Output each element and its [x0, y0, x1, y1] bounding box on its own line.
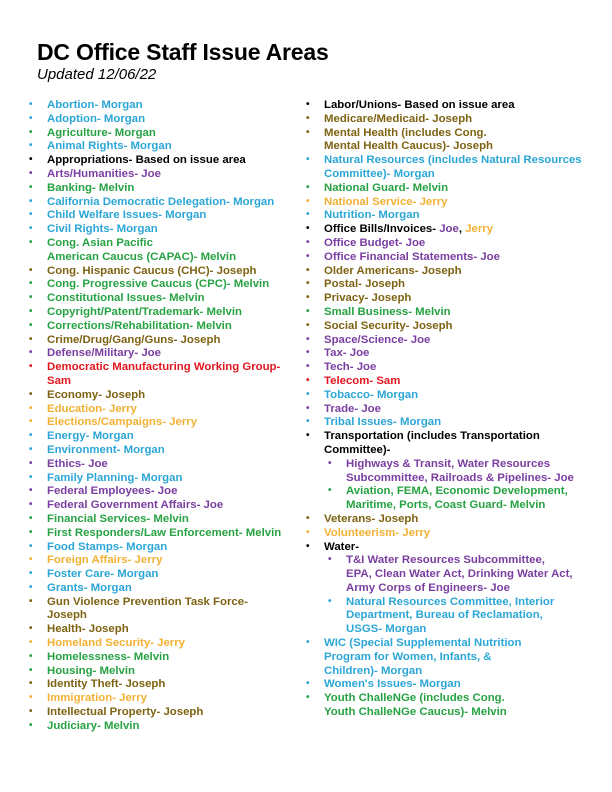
sub-issue-item [306, 485, 606, 499]
issue-text: Homeland Security- Jerry [47, 637, 186, 650]
issue-text: Gun Violence Prevention Task Force- [47, 595, 248, 608]
sub-issue-item [306, 499, 606, 513]
issue-text: National Guard- Melvin [324, 181, 449, 194]
issue-text: Judiciary- Melvin [47, 719, 140, 732]
issue-text: Transportation (includes Transportation [324, 430, 540, 443]
issue-item [29, 527, 304, 541]
issue-item [29, 389, 304, 403]
issue-item [306, 444, 606, 458]
issue-text: Army Corps of Engineers- Joe [346, 581, 510, 594]
issue-item [29, 706, 304, 720]
issue-text: Youth ChalleNGe Caucus)- Melvin [324, 706, 507, 719]
issue-text: Federal Government Affairs- Joe [47, 499, 224, 512]
issue-text: Joseph [47, 609, 87, 622]
issue-text: Homelessness- Melvin [47, 650, 170, 663]
issue-item [29, 292, 304, 306]
issue-text: Environment- Morgan [47, 443, 165, 456]
issue-item [29, 375, 304, 389]
issue-text: Space/Science- Joe [324, 333, 431, 346]
issue-text: Food Stamps- Morgan [47, 540, 168, 553]
issue-text: Tobacco- Morgan [324, 388, 419, 401]
issue-text: Youth ChalleNGe (includes Cong. [324, 692, 505, 705]
issue-item [29, 623, 304, 637]
issue-item [306, 265, 606, 279]
issue-text: Tech- Joe [324, 361, 377, 374]
issue-item [29, 278, 304, 292]
issue-item [306, 209, 606, 223]
issue-text: Constitutional Issues- Melvin [47, 292, 205, 305]
issue-item [29, 430, 304, 444]
sub-issue-item [306, 458, 606, 472]
issue-text: Telecom- Sam [324, 374, 401, 387]
issue-item [29, 568, 304, 582]
issue-text: Cong. Progressive Caucus (CPC)- Melvin [47, 278, 270, 291]
issue-item [306, 651, 606, 665]
issue-item [306, 375, 606, 389]
issue-text: Health- Joseph [47, 623, 129, 636]
issue-item [306, 541, 606, 555]
issue-text: Department, Bureau of Reclamation, [346, 609, 543, 622]
issue-item [29, 127, 304, 141]
issue-text: Democratic Manufacturing Working Group- [47, 361, 281, 374]
issue-text: Animal Rights- Morgan [47, 140, 172, 153]
issue-item [306, 278, 606, 292]
issue-item [306, 430, 606, 444]
issue-text: Office Bills/Invoices- [324, 223, 440, 236]
issue-item [29, 444, 304, 458]
issue-text: Cong. Hispanic Caucus (CHC)- Joseph [47, 264, 257, 277]
issue-text: First Responders/Law Enforcement- Melvin [47, 526, 282, 539]
issue-text: Appropriations- Based on issue area [47, 154, 246, 167]
issue-text: Defense/Military- Joe [47, 347, 161, 360]
issue-item [306, 196, 606, 210]
issue-item [29, 403, 304, 417]
issue-item [306, 513, 606, 527]
issue-item [29, 306, 304, 320]
issue-text: Child Welfare Issues- Morgan [47, 209, 207, 222]
issue-item [306, 416, 606, 430]
issue-text: Privacy- Joseph [324, 292, 412, 305]
issue-item [29, 582, 304, 596]
issue-text: Children)- Morgan [324, 664, 423, 677]
issue-text: Foreign Affairs- Jerry [47, 554, 163, 567]
issue-item [306, 140, 606, 154]
issue-text: Postal- Joseph [324, 278, 406, 291]
issue-item [29, 182, 304, 196]
issue-item [29, 154, 304, 168]
issue-text: Maritime, Ports, Coast Guard- Melvin [346, 499, 546, 512]
issue-item [29, 361, 304, 375]
issue-item [29, 140, 304, 154]
issue-text: Banking- Melvin [47, 181, 135, 194]
issue-text: Tax- Joe [324, 347, 370, 360]
issue-text: Federal Employees- Joe [47, 485, 178, 498]
issue-item [29, 223, 304, 237]
issue-text: WIC (Special Supplemental Nutrition [324, 637, 522, 650]
page-title: DC Office Staff Issue Areas [37, 39, 329, 65]
issue-item [29, 320, 304, 334]
issue-text: Immigration- Jerry [47, 692, 148, 705]
issue-item [29, 678, 304, 692]
issue-item [29, 99, 304, 113]
issue-item [29, 251, 304, 265]
issue-item [306, 251, 606, 265]
issue-text: Water- [324, 540, 360, 553]
issue-text: Labor/Unions- Based on issue area [324, 99, 515, 111]
issue-text: Civil Rights- Morgan [47, 223, 158, 236]
issue-text: Social Security- Joseph [324, 319, 453, 332]
sub-issue-item [306, 568, 606, 582]
issue-item [306, 706, 606, 720]
issue-text: Medicare/Medicaid- Joseph [324, 112, 473, 125]
issue-item [29, 458, 304, 472]
issue-item [306, 637, 606, 651]
issue-text: Housing- Melvin [47, 664, 135, 677]
issue-list-right [306, 99, 606, 720]
issue-text: Identity Theft- Joseph [47, 678, 166, 691]
issue-item [306, 320, 606, 334]
issue-text: Economy- Joseph [47, 388, 146, 401]
issue-text: Aviation, FEMA, Economic Development, [346, 485, 568, 498]
issue-text: Highways & Transit, Water Resources [346, 457, 551, 470]
issue-item [306, 127, 606, 141]
issue-item [306, 403, 606, 417]
issue-text: Arts/Humanities- Joe [47, 167, 161, 180]
issue-item [29, 209, 304, 223]
issue-item [29, 596, 304, 610]
issue-list-left [29, 99, 304, 734]
issue-text: Small Business- Melvin [324, 305, 451, 318]
issue-text: USGS- Morgan [346, 623, 427, 636]
issue-text: Family Planning- Morgan [47, 471, 183, 484]
issue-text: Grants- Morgan [47, 581, 132, 594]
issue-text: Elections/Campaigns- Jerry [47, 416, 198, 429]
issue-item [29, 168, 304, 182]
issue-item [29, 347, 304, 361]
issue-text: Mental Health Caucus)- Joseph [324, 140, 493, 153]
issue-item [29, 609, 304, 623]
issue-item [29, 637, 304, 651]
sub-issue-item [306, 596, 606, 610]
issue-text: Committee)- [324, 443, 391, 456]
issue-text: American Caucus (CAPAC)- Melvin [47, 250, 237, 263]
issue-text: Abortion- Morgan [47, 99, 143, 111]
sub-issue-item [306, 623, 606, 637]
issue-item [306, 292, 606, 306]
issue-item [29, 472, 304, 486]
issue-item [29, 334, 304, 348]
issue-text: Office Budget- Joe [324, 236, 426, 249]
issue-text: Veterans- Joseph [324, 512, 419, 525]
issue-item [29, 113, 304, 127]
issue-text: Ethics- Joe [47, 457, 108, 470]
updated-date: Updated 12/06/22 [37, 66, 157, 83]
issue-text: Crime/Drug/Gang/Guns- Joseph [47, 333, 221, 346]
issue-text: Intellectual Property- Joseph [47, 706, 204, 719]
issue-item [306, 527, 606, 541]
issue-item [306, 223, 606, 237]
issue-text: Older Americans- Joseph [324, 264, 462, 277]
issue-item [306, 99, 606, 113]
issue-text: Program for Women, Infants, & [324, 650, 492, 663]
issue-item [306, 154, 606, 168]
issue-text: California Democratic Delegation- Morgan [47, 195, 275, 208]
issue-item [306, 113, 606, 127]
sub-issue-item [306, 554, 606, 568]
issue-text: Natural Resources Committee, Interior [346, 595, 555, 608]
sub-issue-item [306, 582, 606, 596]
issue-item [29, 720, 304, 734]
issue-item [29, 265, 304, 279]
issue-text: Tribal Issues- Morgan [324, 416, 442, 429]
sub-issue-item [306, 609, 606, 623]
issue-text: Trade- Joe [324, 402, 381, 415]
issue-text: Corrections/Rehabilitation- Melvin [47, 319, 232, 332]
issue-text: Jerry [465, 223, 494, 236]
issue-item [306, 692, 606, 706]
issue-text: Office Financial Statements- Joe [324, 250, 500, 263]
issue-item [306, 182, 606, 196]
issue-text: Nutrition- Morgan [324, 209, 420, 222]
issue-item [29, 196, 304, 210]
issue-item [306, 334, 606, 348]
issue-text: Sam [47, 374, 72, 387]
issue-item [29, 513, 304, 527]
issue-text: T&I Water Resources Subcommittee, [346, 554, 545, 567]
issue-text: Joe [439, 223, 459, 236]
issue-item [306, 237, 606, 251]
issue-item [306, 168, 606, 182]
issue-text: Financial Services- Melvin [47, 512, 189, 525]
issue-text: Copyright/Patent/Trademark- Melvin [47, 305, 242, 318]
issue-text: Adoption- Morgan [47, 112, 146, 125]
issue-item [29, 499, 304, 513]
issue-text: Natural Resources (includes Natural Resources [324, 154, 582, 167]
issue-item [306, 306, 606, 320]
issue-text: Mental Health (includes Cong. [324, 126, 487, 139]
issue-text: Energy- Morgan [47, 430, 134, 443]
issue-text: Subcommittee, Railroads & Pipelines- Joe [346, 471, 574, 484]
issue-text: Foster Care- Morgan [47, 568, 159, 581]
issue-text: Cong. Asian Pacific [47, 236, 153, 249]
issue-item [29, 665, 304, 679]
issue-item [306, 389, 606, 403]
issue-item [29, 237, 304, 251]
issue-text: Agriculture- Morgan [47, 126, 156, 139]
issue-item [29, 554, 304, 568]
issue-item [29, 485, 304, 499]
issue-item [306, 678, 606, 692]
issue-text: Volunteerism- Jerry [324, 526, 431, 539]
issue-item [29, 541, 304, 555]
issue-item [29, 651, 304, 665]
issue-item [306, 665, 606, 679]
issue-item [29, 692, 304, 706]
sub-issue-item [306, 472, 606, 486]
issue-text: National Service- Jerry [324, 195, 448, 208]
issue-text: Women's Issues- Morgan [324, 678, 461, 691]
issue-item [306, 347, 606, 361]
issue-item [29, 416, 304, 430]
issue-text: , [458, 223, 466, 236]
issue-text: EPA, Clean Water Act, Drinking Water Act, [346, 568, 573, 581]
issue-text: Committee)- Morgan [324, 167, 435, 180]
issue-text: Education- Jerry [47, 402, 137, 415]
issue-item [306, 361, 606, 375]
